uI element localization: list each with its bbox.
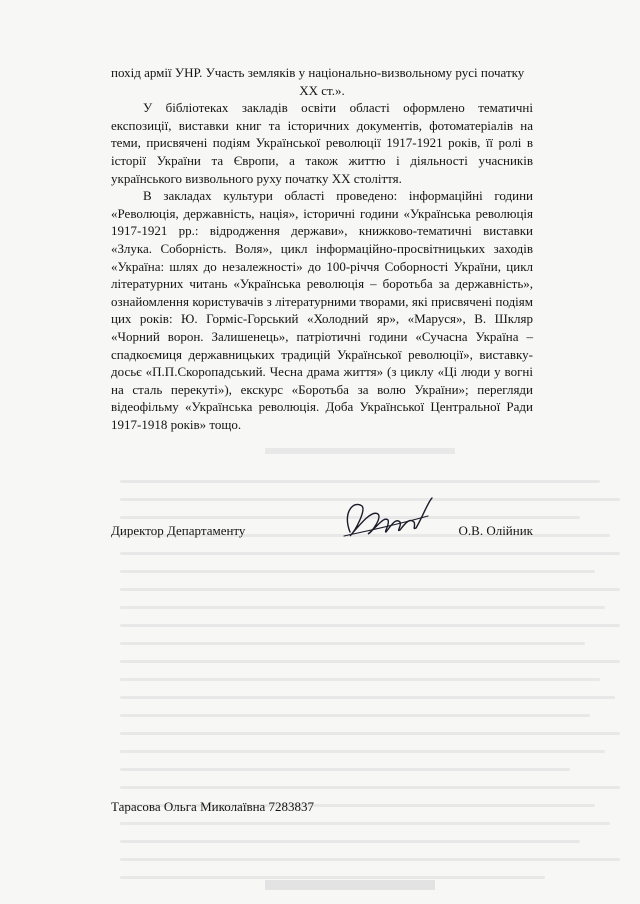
signature-row bbox=[111, 523, 533, 543]
paragraph-culture: В закладах культури області проведено: інформаційні години «Революція, державність, нація», історичні години «Українська революція 1917-1921 рр.: відродження держави», книжково-тематичні виставки «Злука. Соборність. Воля», цикл інформаційно-просвітницьких заходів «Україна: шлях до незалежності» до 100-річчя Соборності України, цикл літературних читань «Українська революція – боротьба за державність», ознайомлення користувачів з літературними творами, які присвячені подіям цих років: Ю. Горміс-Горський «Холодний яр», «Маруся», В. Шкляр «Чорний ворон. Залишенець», патріотичні години «Сучасна Україна – спадкоємиця державницьких традицій Української революції», виставку-досьє «П.П.Скоропадський. Чесна драма життя» (з циклу «Ці люди у вогні на сталь перекуті»), екскурс «Боротьба за волю України»; перегляди відеофільму «Українська революція. Доба Української Центральної Ради 1917-1918 років» тощо. bbox=[111, 188, 533, 432]
document-body bbox=[111, 64, 533, 433]
signatory-role: Директор Департаменту bbox=[111, 523, 246, 538]
signatory-name: О.В. Олійник bbox=[458, 523, 533, 538]
continuation-line: похід армії УНР. Участь земляків у національно-визвольному русі початку bbox=[111, 65, 525, 80]
handwritten-signature-icon bbox=[332, 492, 442, 544]
paragraph-libraries: У бібліотеках закладів освіти області оформлено тематичні експозиції, виставки книг та історичних документів, фотоматеріалів на теми, присвячені подіям Української революції 1917-1921 років, її ролі в історії України та Європи, а також життю і діяльності учасників українського визвольного руху початку XX століття. bbox=[111, 100, 533, 186]
executor-info: Тарасова Ольга Миколаївна 7283837 bbox=[111, 799, 315, 814]
continuation-line-end: XX ст.». bbox=[299, 82, 345, 98]
